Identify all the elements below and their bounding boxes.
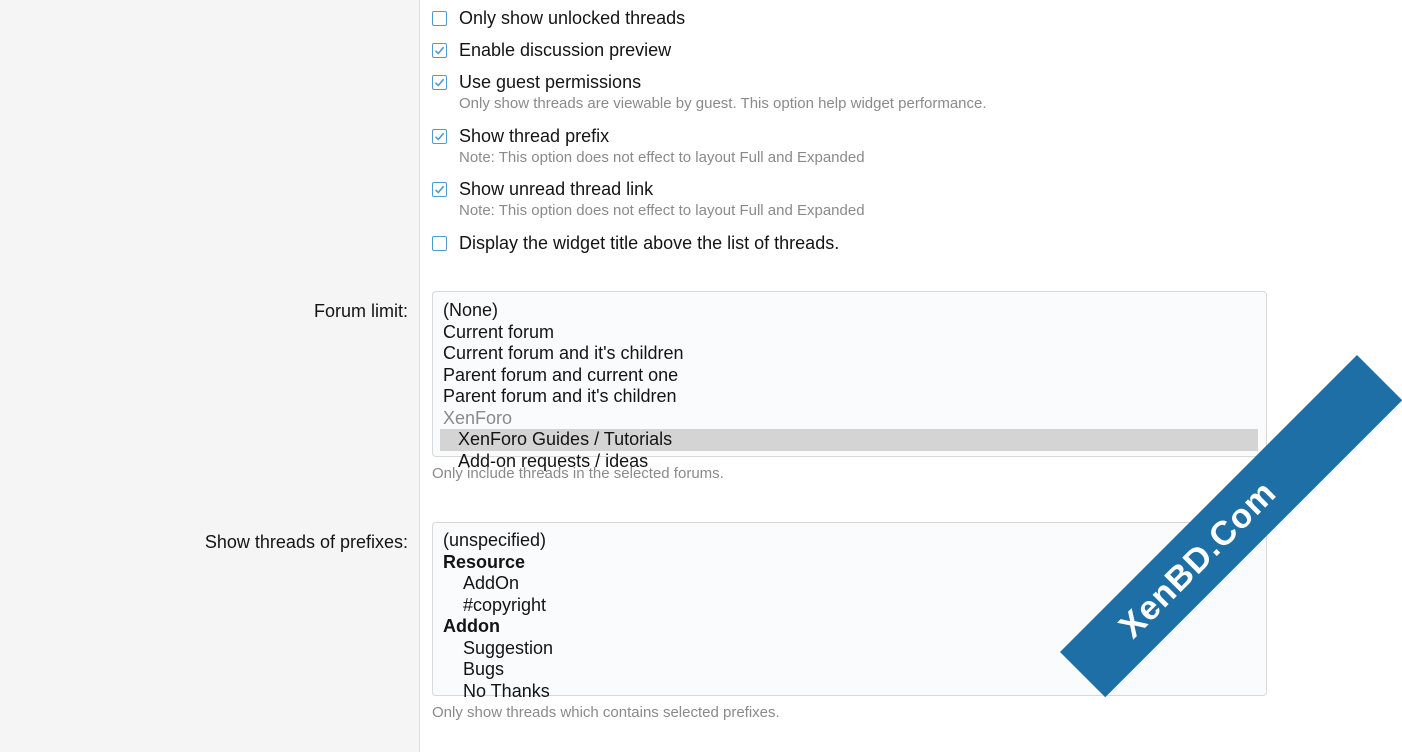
watermark-band: XenBD.Com xyxy=(1060,355,1402,697)
prefix-option[interactable]: Suggestion xyxy=(463,637,554,658)
option-label[interactable]: Enable discussion preview xyxy=(459,40,672,60)
option-label[interactable]: Show thread prefix xyxy=(459,126,610,146)
watermark xyxy=(1020,473,1284,752)
prefix-option[interactable]: AddOn xyxy=(463,573,520,593)
guest-permissions-checkbox[interactable] xyxy=(432,75,447,90)
thread-prefix-checkbox[interactable] xyxy=(432,129,447,144)
discussion-preview-checkbox[interactable] xyxy=(432,43,447,58)
forum-limit-label: Forum limit: xyxy=(314,301,408,321)
forum-option[interactable]: Parent forum and current one xyxy=(443,364,679,385)
prefix-option[interactable]: (unspecified) xyxy=(443,530,547,550)
prefixes-hint: Only show threads which contains selected prefixes. xyxy=(432,704,780,721)
forum-option[interactable]: Add-on requests / ideas xyxy=(458,450,649,471)
forum-limit-select[interactable] xyxy=(432,291,1267,471)
option-label[interactable]: Show unread thread link xyxy=(459,179,654,199)
unlocked-threads-checkbox[interactable] xyxy=(432,11,447,26)
option-hint: Only show threads are viewable by guest. This option help widget performance. xyxy=(459,95,987,112)
checkmark-icon xyxy=(434,184,445,195)
forum-option[interactable]: Parent forum and it's children xyxy=(443,386,677,406)
option-label[interactable]: Use guest permissions xyxy=(459,72,642,92)
checkmark-icon xyxy=(434,77,445,88)
prefixes-label: Show threads of prefixes: xyxy=(204,532,408,552)
forum-option[interactable]: (None) xyxy=(443,300,499,320)
option-label[interactable]: Only show unlocked threads xyxy=(459,8,686,28)
unread-thread-link-checkbox[interactable] xyxy=(432,182,447,197)
forum-group-label: XenForo xyxy=(443,407,513,428)
widget-title-checkbox[interactable] xyxy=(432,236,447,251)
prefix-option[interactable]: #copyright xyxy=(463,594,547,615)
option-hint: Note: This option does not effect to layout Full and Expanded xyxy=(459,202,865,219)
forum-option[interactable]: Current forum and it's children xyxy=(443,343,684,363)
checkmark-icon xyxy=(434,131,445,142)
prefix-option[interactable]: No Thanks xyxy=(463,680,550,701)
forum-limit-hint: Only include threads in the selected forums. xyxy=(432,465,724,482)
prefix-option[interactable]: Bugs xyxy=(463,659,505,679)
forum-option-selected[interactable]: XenForo Guides / Tutorials xyxy=(440,429,1258,451)
forum-option[interactable]: Current forum xyxy=(443,321,555,342)
prefix-group-label: Addon xyxy=(443,616,500,636)
checkmark-icon xyxy=(434,45,445,56)
option-label[interactable]: Display the widget title above the list of threads. xyxy=(459,233,840,253)
prefix-group-label: Resource xyxy=(443,551,526,572)
label-column xyxy=(0,0,420,752)
option-hint: Note: This option does not effect to layout Full and Expanded xyxy=(459,149,865,166)
